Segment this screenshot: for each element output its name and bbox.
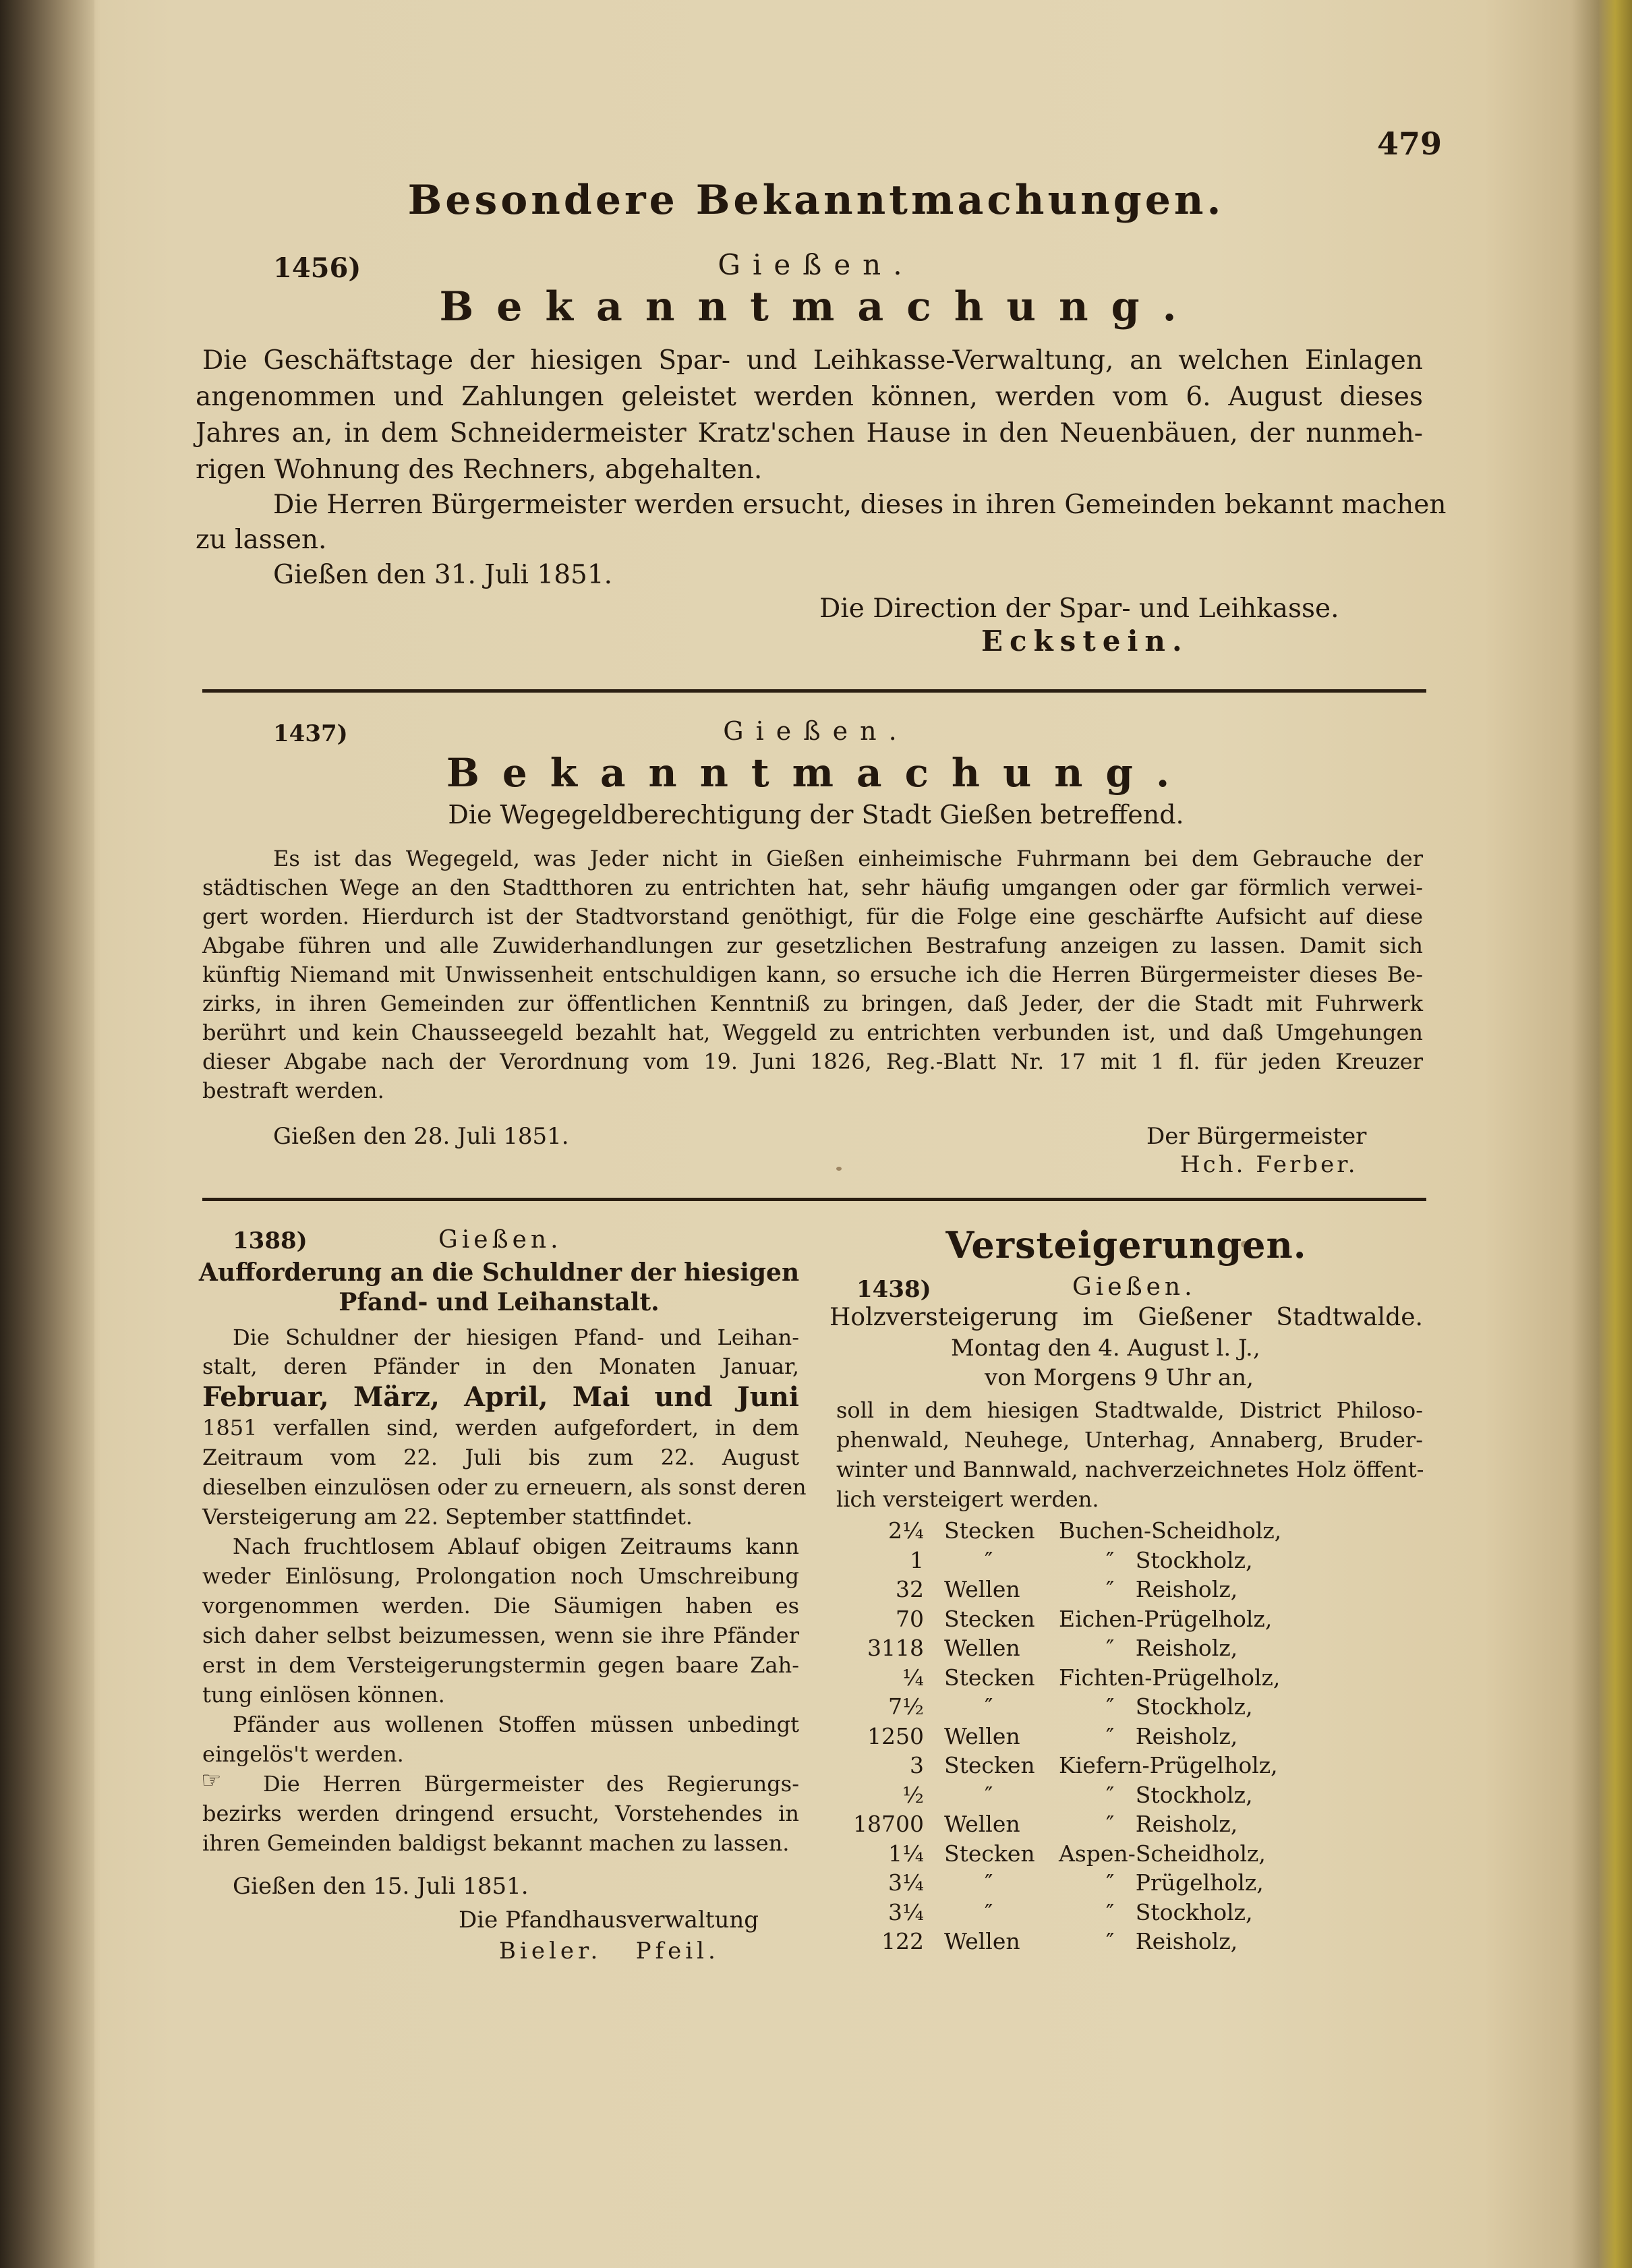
wood-type: ″ Stockholz, [1106, 1693, 1253, 1720]
wood-type: ″ Prügelholz, [1106, 1869, 1264, 1896]
text-line: Die Herren Bürgermeister werden ersucht, dieses in ihren Gemeinden bekannt machen [273, 490, 1447, 520]
text-line: Abgabe führen und alle Zuwiderhandlungen zur gesetzlichen Bestrafung anzeigen zu lassen. Damit sich [202, 933, 1423, 958]
notice-place: Gießen. [718, 248, 914, 281]
text-line: dieselben einzulösen oder zu erneuern, als sonst deren [202, 1474, 807, 1500]
text-line: 1851 verfallen sind, werden aufgefordert, in dem [202, 1415, 799, 1441]
wood-item [836, 1546, 1430, 1575]
wood-qty: 70 [896, 1605, 924, 1632]
divider-rule [202, 689, 1426, 693]
wood-unit: Stecken [944, 1840, 1035, 1867]
wood-type: Eichen-Prügelholz, [1059, 1605, 1273, 1632]
notice-date: Gießen den 28. Juli 1851. [273, 1123, 569, 1150]
notice-heading-line: Aufforderung an die Schuldner der hiesigen [198, 1258, 800, 1287]
text-line: Die Schuldner der hiesigen Pfand- und Leihan- [233, 1325, 799, 1350]
notice-date: Gießen den 31. Juli 1851. [273, 560, 613, 590]
text-line: eingelös't werden. [202, 1741, 404, 1767]
auction-heading: Holzversteigerung im Gießener Stadtwalde. [829, 1304, 1423, 1331]
notice-number: 1438) [856, 1276, 931, 1303]
text-line: winter und Bannwald, nachverzeichnetes Holz öffent- [836, 1457, 1424, 1482]
wood-unit: ″ [985, 1898, 993, 1925]
divider-rule [202, 1198, 1426, 1201]
wood-item [836, 1898, 1430, 1927]
auction-time-line: von Morgens 9 Uhr an, [985, 1364, 1254, 1391]
wood-unit: Stecken [944, 1517, 1035, 1544]
wood-unit: ″ [985, 1781, 993, 1808]
wood-qty: ½ [902, 1781, 924, 1808]
notice-place: Gießen. [1072, 1273, 1196, 1301]
text-line: städtischen Wege an den Stadtthoren zu entrichten hat, sehr häufig umgangen oder gar förmlich verwei- [202, 875, 1423, 900]
pointing-hand-icon: ☞ [201, 1767, 222, 1794]
wood-type: ″ Stockholz, [1106, 1898, 1253, 1925]
text-line: gert worden. Hierdurch ist der Stadtvorstand genöthigt, für die Folge eine geschärfte Aufsicht auf diese [202, 904, 1423, 929]
notice-place: Gießen. [723, 716, 909, 746]
page-number: 479 [1377, 125, 1442, 162]
wood-unit: ″ [985, 1546, 993, 1573]
wood-item [836, 1809, 1430, 1839]
notice-date: Gießen den 15. Juli 1851. [233, 1873, 529, 1900]
wood-item [836, 1839, 1430, 1869]
text-line: erst in dem Versteigerungstermin gegen baare Zah- [202, 1652, 799, 1678]
notice-place: Gießen. [438, 1226, 562, 1254]
text-line: soll in dem hiesigen Stadtwalde, District Philoso- [836, 1397, 1423, 1423]
wood-type: Buchen-Scheidholz, [1059, 1517, 1282, 1544]
text-line: rigen Wohnung des Rechners, abgehalten. [196, 455, 763, 485]
foxing-spot [836, 1167, 842, 1171]
text-line: Es ist das Wegegeld, was Jeder nicht in Gießen einheimische Fuhrmann bei dem Gebrauche der [273, 846, 1423, 871]
wood-unit: Wellen [944, 1576, 1020, 1602]
notice-number: 1388) [233, 1227, 308, 1254]
text-line: Die Herren Bürgermeister des Regierungs- [263, 1771, 799, 1797]
text-line: weder Einlösung, Prolongation noch Umschreibung [202, 1563, 799, 1589]
wood-type: Kiefern-Prügelholz, [1059, 1752, 1278, 1778]
notice-heading: Bekanntmachung. [446, 750, 1193, 796]
wood-type: Aspen-Scheidholz, [1059, 1840, 1266, 1867]
wood-qty: 7½ [888, 1693, 924, 1720]
wood-unit: Wellen [944, 1811, 1020, 1837]
text-line: ihren Gemeinden baldigst bekannt machen zu lassen. [202, 1830, 790, 1856]
wood-qty: 1250 [867, 1722, 924, 1749]
wood-qty: 122 [881, 1928, 924, 1954]
wood-qty: 3¼ [888, 1869, 924, 1896]
wood-item [836, 1516, 1430, 1546]
notice-number: 1456) [273, 252, 361, 284]
wood-type: ″ Reisholz, [1106, 1811, 1238, 1837]
wood-qty: 3¼ [888, 1898, 924, 1925]
wood-qty: 2¼ [888, 1517, 924, 1544]
text-line: Pfänder aus wollenen Stoffen müssen unbedingt [233, 1712, 799, 1737]
wood-item [836, 1751, 1430, 1780]
text-line: Versteigerung am 22. September stattfindet. [202, 1504, 693, 1530]
signature-org: Die Direction der Spar- und Leihkasse. [819, 593, 1339, 624]
signature-names: Bieler. Pfeil. [499, 1938, 720, 1965]
text-line: Nach fruchtlosem Ablauf obigen Zeitraums kann [233, 1534, 799, 1559]
wood-unit: Wellen [944, 1635, 1020, 1661]
text-line: stalt, deren Pfänder in den Monaten Januar, [202, 1354, 799, 1379]
text-line: bezirks werden dringend ersucht, Vorstehendes in [202, 1801, 799, 1826]
wood-unit: Stecken [944, 1664, 1035, 1691]
text-line: bestraft werden. [202, 1078, 384, 1103]
wood-unit: ″ [985, 1869, 993, 1896]
wood-unit: ″ [985, 1693, 993, 1720]
text-line: Zeitraum vom 22. Juli bis zum 22. August [202, 1445, 799, 1470]
text-line: lich versteigert werden. [836, 1486, 1099, 1512]
notice-number: 1437) [273, 720, 348, 747]
text-line: sich daher selbst beizumessen, wenn sie ihre Pfänder [202, 1623, 799, 1648]
book-gutter [0, 0, 94, 2268]
wood-item [836, 1780, 1430, 1810]
signature-name: Hch. Ferber. [1180, 1151, 1358, 1178]
wood-type: ″ Stockholz, [1106, 1546, 1253, 1573]
wood-qty: 1 [910, 1546, 924, 1573]
notice-subheading: Die Wegegeldberechtigung der Stadt Gießen betreffend. [448, 800, 1184, 830]
signature-org: Die Pfandhausverwaltung [459, 1907, 759, 1933]
text-line: zu lassen. [196, 525, 327, 555]
wood-unit: Wellen [944, 1722, 1020, 1749]
signature-name: Eckstein. [981, 624, 1189, 658]
text-line: angenommen und Zahlungen geleistet werden können, werden vom 6. August dieses [196, 382, 1423, 412]
text-line: Die Geschäftstage der hiesigen Spar- und Leihkasse-Verwaltung, an welchen Einlagen [202, 345, 1423, 376]
wood-item [836, 1575, 1430, 1604]
wood-qty: ¼ [902, 1664, 924, 1691]
wood-unit: Stecken [944, 1752, 1035, 1778]
wood-type: ″ Reisholz, [1106, 1722, 1238, 1749]
wood-unit: Stecken [944, 1605, 1035, 1632]
wood-type: ″ Reisholz, [1106, 1635, 1238, 1661]
signature-title: Der Bürgermeister [1146, 1123, 1367, 1150]
text-line: phenwald, Neuhege, Unterhag, Annaberg, Bruder- [836, 1427, 1423, 1453]
wood-item [836, 1722, 1430, 1751]
wood-item [836, 1604, 1430, 1634]
text-line: künftig Niemand mit Unwissenheit entschuldigen kann, so ersuche ich die Herren Bürgermeister dieses Be- [202, 962, 1423, 987]
wood-type: ″ Stockholz, [1106, 1781, 1253, 1808]
text-line: Jahres an, in dem Schneidermeister Kratz'schen Hause in den Neuenbäuen, der nunmeh- [196, 418, 1423, 448]
section-title: Besondere Bekanntmachungen. [407, 177, 1225, 224]
auction-date-line: Montag den 4. August l. J., [951, 1335, 1260, 1362]
text-line: vorgenommen werden. Die Säumigen haben es [202, 1593, 799, 1619]
wood-qty: 3118 [867, 1635, 924, 1661]
text-line: zirks, in ihren Gemeinden zur öffentlichen Kenntniß zu bringen, daß Jeder, der die Stadt mit Fuhrwerk [202, 991, 1423, 1016]
wood-type: ″ Reisholz, [1106, 1576, 1238, 1602]
wood-type: ″ Reisholz, [1106, 1928, 1238, 1954]
wood-type: Fichten-Prügelholz, [1059, 1664, 1281, 1691]
wood-item [836, 1663, 1430, 1693]
text-line: dieser Abgabe nach der Verordnung vom 19. Juni 1826, Reg.-Blatt Nr. 17 mit 1 fl. für jeden Kreuzer [202, 1049, 1423, 1074]
auction-section-title: Versteigerungen. [945, 1223, 1307, 1267]
wood-unit: Wellen [944, 1928, 1020, 1954]
notice-heading: Bekanntmachung. [439, 283, 1200, 330]
text-line: berührt und kein Chausseegeld bezahlt hat, Weggeld zu entrichten verbunden ist, und daß Umgehungen [202, 1020, 1423, 1045]
wood-list [836, 1516, 1430, 1956]
wood-item [836, 1927, 1430, 1956]
text-line-months: Februar, März, April, Mai und Juni [202, 1381, 799, 1413]
wood-item [836, 1868, 1430, 1898]
wood-qty: 32 [896, 1576, 924, 1602]
wood-qty: 3 [910, 1752, 924, 1778]
text-line: tung einlösen können. [202, 1682, 445, 1708]
notice-heading-line: Pfand- und Leihanstalt. [339, 1288, 660, 1316]
wood-qty: 18700 [853, 1811, 924, 1837]
wood-qty: 1¼ [888, 1840, 924, 1867]
wood-item [836, 1692, 1430, 1722]
wood-item [836, 1633, 1430, 1663]
